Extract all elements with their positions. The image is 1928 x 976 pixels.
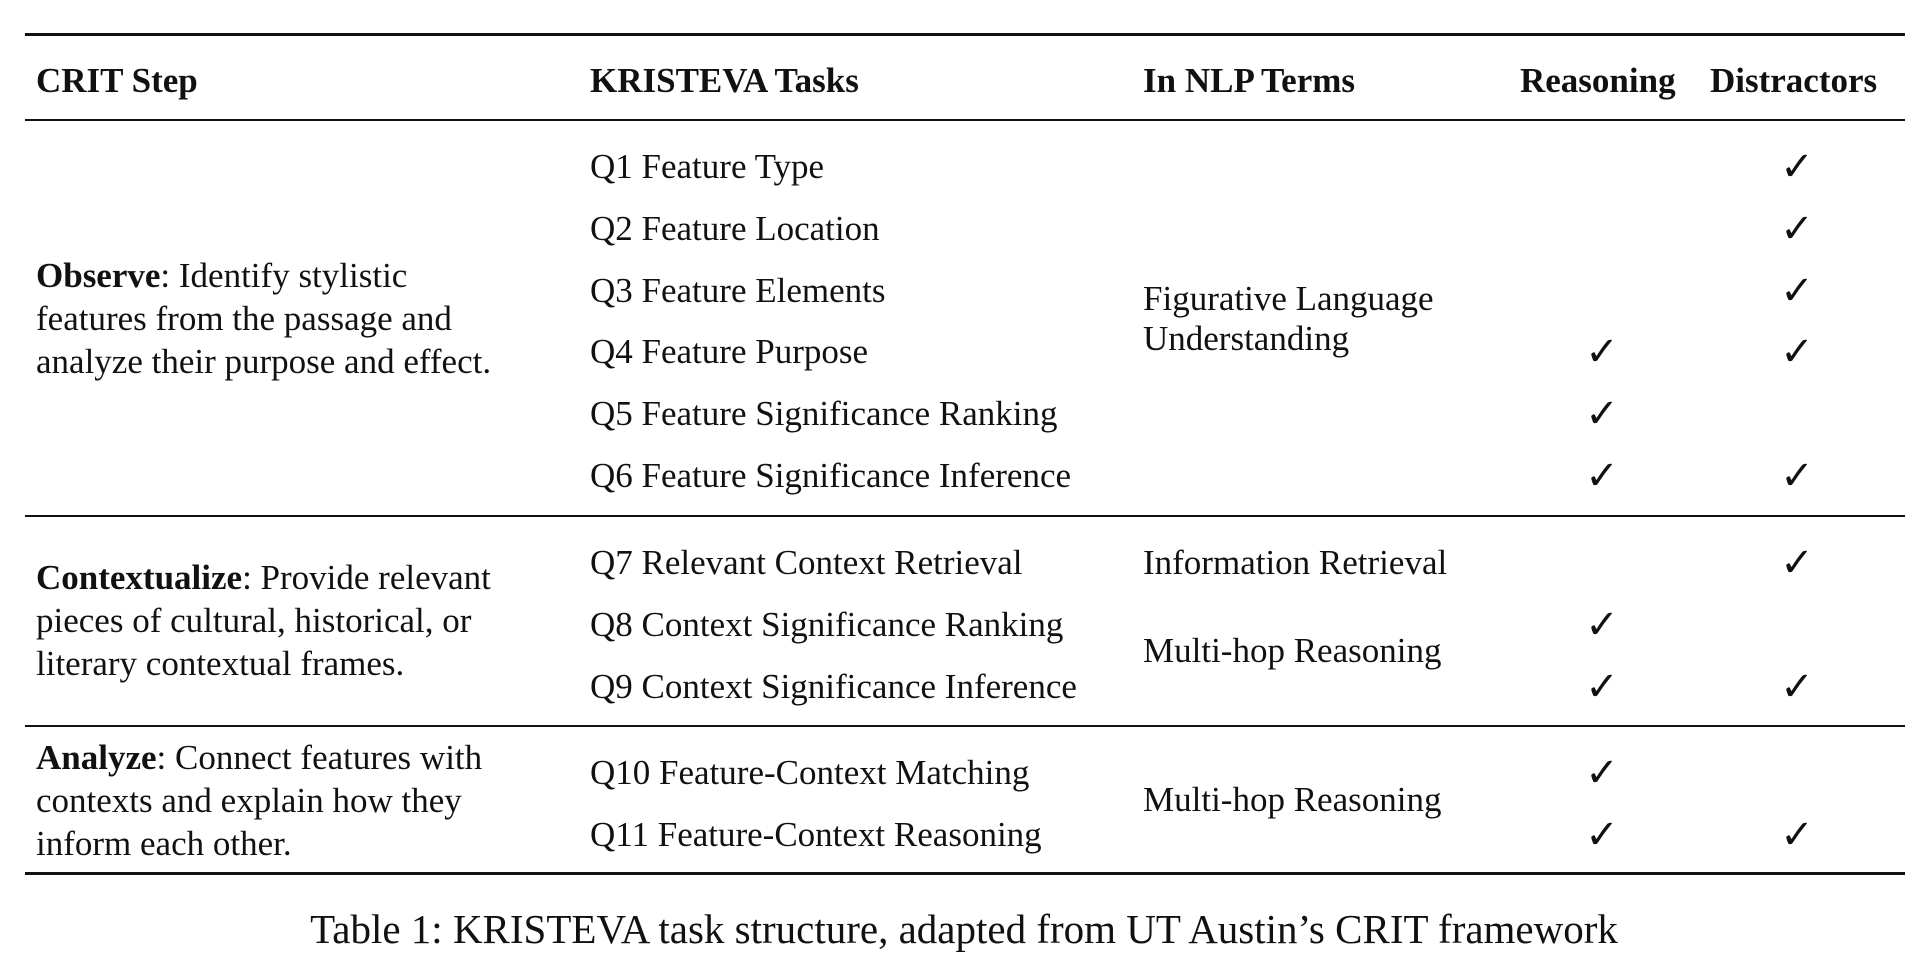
step-desc: : Provide relevant: [242, 558, 491, 597]
step-desc: features from the passage and: [36, 299, 452, 338]
check-icon: ✓: [1585, 602, 1619, 647]
nlp-term: Information Retrieval: [1143, 543, 1448, 582]
table-caption: Table 1: KRISTEVA task structure, adapted from UT Austin’s CRIT framework: [310, 906, 1618, 952]
header-nlp-terms: In NLP Terms: [1143, 61, 1355, 100]
check-icon: ✓: [1585, 812, 1619, 857]
step-observe: [36, 254, 491, 383]
step-contextualize: [36, 556, 491, 685]
nlp-term: Multi-hop Reasoning: [1143, 780, 1442, 819]
group-divider-1: [25, 515, 1905, 517]
task-q4: Q4 Feature Purpose: [590, 332, 869, 371]
step-desc: analyze their purpose and effect.: [36, 342, 492, 381]
check-icon: ✓: [1585, 664, 1619, 709]
check-icon: ✓: [1780, 268, 1814, 313]
check-icon: ✓: [1780, 144, 1814, 189]
check-icon: ✓: [1780, 453, 1814, 498]
check-icon: ✓: [1780, 540, 1814, 585]
step-desc: literary contextual frames.: [36, 644, 405, 683]
task-q1: Q1 Feature Type: [590, 147, 825, 186]
task-q5: Q5 Feature Significance Ranking: [590, 394, 1058, 433]
nlp-term: Multi-hop Reasoning: [1143, 631, 1442, 670]
bottom-rule: [25, 872, 1905, 875]
task-q9: Q9 Context Significance Inference: [590, 667, 1077, 706]
task-q7: Q7 Relevant Context Retrieval: [590, 543, 1023, 582]
task-q3: Q3 Feature Elements: [590, 271, 886, 310]
task-q8: Q8 Context Significance Ranking: [590, 605, 1064, 644]
header-rule: [25, 119, 1905, 121]
task-q10: Q10 Feature-Context Matching: [590, 753, 1030, 792]
check-icon: ✓: [1780, 812, 1814, 857]
header-kristeva-tasks: KRISTEVA Tasks: [590, 61, 859, 100]
check-icon: ✓: [1585, 453, 1619, 498]
check-icon: ✓: [1585, 391, 1619, 436]
header-crit-step: CRIT Step: [36, 61, 198, 100]
check-icon: ✓: [1780, 664, 1814, 709]
nlp-term: Understanding: [1143, 319, 1350, 358]
step-desc: pieces of cultural, historical, or: [36, 601, 472, 640]
step-desc: : Connect features with: [156, 738, 483, 777]
group-divider-2: [25, 725, 1905, 727]
task-q11: Q11 Feature-Context Reasoning: [590, 815, 1042, 854]
nlp-term: Figurative Language: [1143, 279, 1434, 318]
header-reasoning: Reasoning: [1520, 61, 1676, 100]
check-icon: ✓: [1780, 206, 1814, 251]
step-name: Contextualize: [36, 558, 243, 597]
check-icon: ✓: [1585, 750, 1619, 795]
step-desc: : Identify stylistic: [160, 256, 408, 295]
check-icon: ✓: [1780, 329, 1814, 374]
top-rule: [25, 33, 1905, 36]
task-q6: Q6 Feature Significance Inference: [590, 456, 1072, 495]
header-distractors: Distractors: [1710, 61, 1878, 100]
task-q2: Q2 Feature Location: [590, 209, 880, 248]
step-desc: contexts and explain how they: [36, 781, 462, 820]
step-name: Analyze: [36, 738, 157, 777]
check-icon: ✓: [1585, 329, 1619, 374]
step-name: Observe: [36, 256, 161, 295]
step-desc: inform each other.: [36, 824, 292, 863]
step-analyze: [36, 736, 482, 865]
